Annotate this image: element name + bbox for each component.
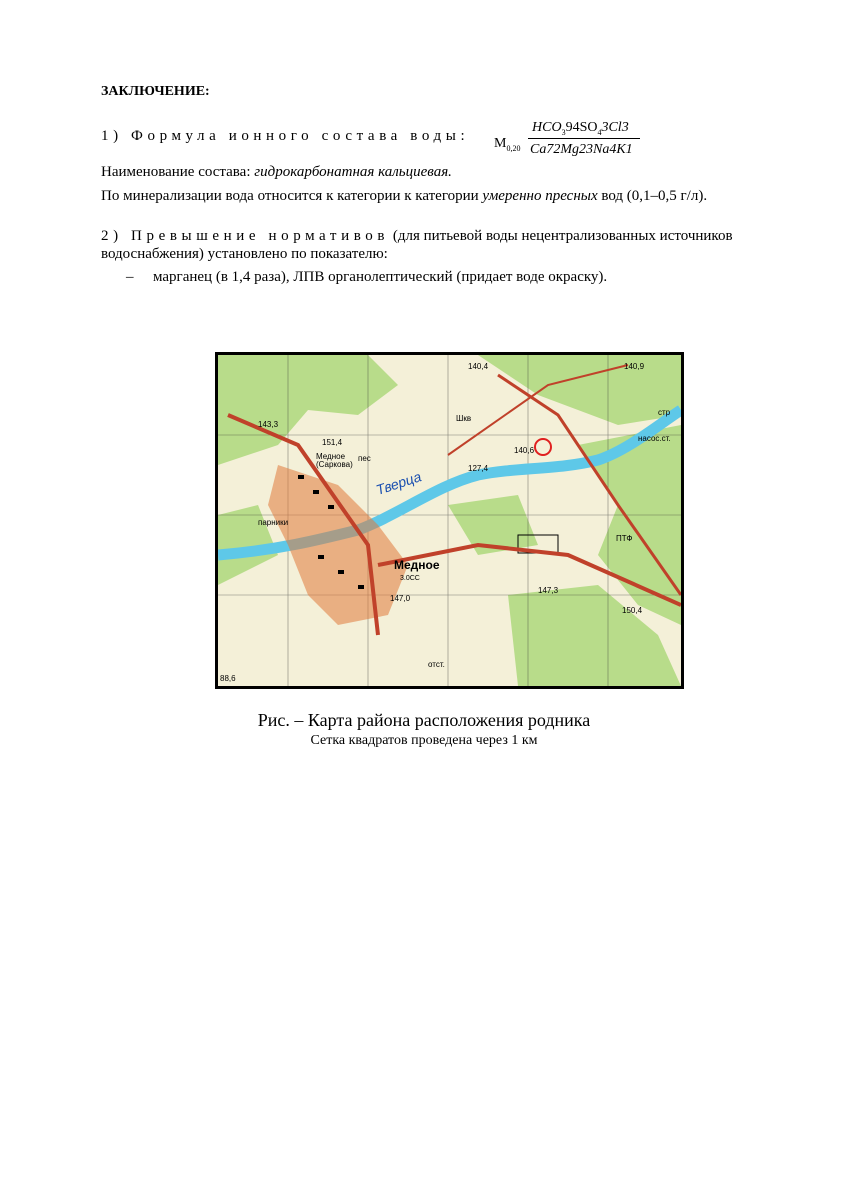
- mineralization-line: По минерализации вода относится к категории к категории умеренно пресных вод (0,1–0,5 г/л).: [101, 188, 708, 204]
- formula-m: $М_{0,20}$: [494, 136, 521, 153]
- bullet-text: марганец (в 1,4 раза), ЛПВ органолептический (придает воде окраску).: [153, 269, 608, 285]
- map-label: 143,3: [258, 420, 279, 429]
- map-label: Шкв: [456, 414, 472, 423]
- formula-numerator: $HCO_394SO_43Cl3$: [532, 120, 629, 137]
- topographic-map: [215, 352, 684, 689]
- river-label: Тверца: [373, 468, 424, 498]
- map-label: пес: [358, 454, 371, 463]
- formula-denominator: Ca72Mg23Na4K1: [530, 142, 633, 157]
- map-label: отст.: [428, 660, 445, 669]
- map-label: Медное: [316, 452, 346, 461]
- map-label: 151,4: [322, 438, 343, 447]
- exceedance-line-2: водоснабжения) установлено по показателю:: [101, 246, 388, 262]
- conclusion-heading: ЗАКЛЮЧЕНИЕ:: [101, 84, 210, 99]
- figure-caption: Рис. – Карта района расположения родника: [257, 710, 591, 730]
- map-label: 140,9: [624, 362, 645, 371]
- map-label: стр: [658, 408, 671, 417]
- map-label: 150,4: [622, 606, 643, 615]
- formula-prefix: 1) Формула ионного состава воды:: [101, 128, 470, 144]
- exceedance-line: 2) Превышение нормативов (для питьевой воды нецентрализованных источников: [101, 228, 733, 244]
- map-label: (Саркова): [316, 460, 353, 469]
- map-label: 127,4: [468, 464, 489, 473]
- formula-label: [101, 128, 469, 145]
- map-label: парники: [258, 518, 289, 527]
- map-label: 88,6: [220, 674, 236, 683]
- bullet-dash: –: [126, 269, 134, 285]
- village-sublabel: 3.0СС: [400, 575, 420, 582]
- fraction-bar: [528, 138, 640, 139]
- map-label: 140,4: [468, 362, 489, 371]
- ion-formula: [494, 118, 664, 168]
- map-label: 140,6: [514, 446, 535, 455]
- figure-subcaption: Сетка квадратов проведена через 1 км: [310, 733, 538, 748]
- map-label: 147,3: [538, 586, 559, 595]
- map-label: ПТФ: [616, 534, 633, 543]
- map-label: 147,0: [390, 594, 411, 603]
- map-svg: [218, 355, 681, 686]
- village-label: Медное: [394, 558, 440, 572]
- map-label: насос.ст.: [638, 434, 671, 443]
- composition-line: Наименование состава: гидрокарбонатная кальциевая.: [101, 164, 452, 180]
